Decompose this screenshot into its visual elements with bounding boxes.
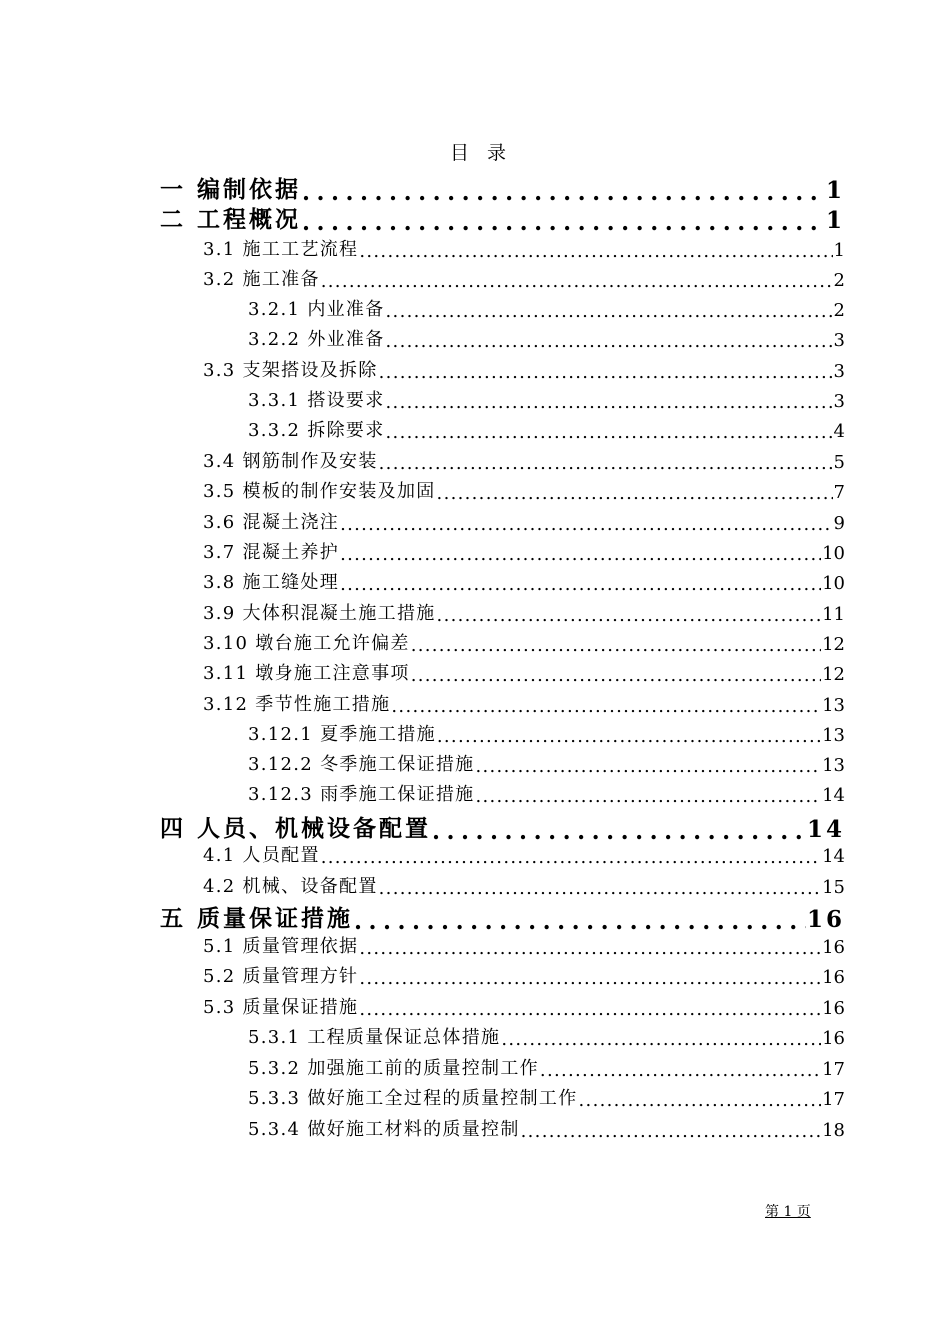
toc-entry-page-number: 3 xyxy=(833,391,845,412)
toc-entry[interactable] xyxy=(203,570,845,594)
toc-entry-label: 5.3.4 做好施工材料的质量控制 xyxy=(248,1119,520,1140)
toc-entry-label: 3.1 施工工艺流程 xyxy=(203,239,359,260)
toc-entry-page-number: 17 xyxy=(822,1059,845,1080)
toc-entry[interactable] xyxy=(203,843,845,867)
toc-entry-page-number: 14 xyxy=(822,846,845,867)
toc-entry-page-number: 13 xyxy=(822,755,845,776)
toc-entry-label: 3.2.2 外业准备 xyxy=(248,329,385,350)
toc-entry-page-number: 5 xyxy=(833,452,845,473)
toc-entry-label: 3.4 钢筋制作及安装 xyxy=(203,451,378,472)
toc-entry-page-number: 10 xyxy=(822,573,845,594)
toc-entry[interactable] xyxy=(203,540,845,564)
toc-dot-leader xyxy=(540,1062,821,1080)
toc-entry-page-number: 15 xyxy=(822,877,845,898)
toc-entry-label: 5.1 质量管理依据 xyxy=(203,936,359,957)
page-number-footer: 第 1 页 xyxy=(765,1204,811,1220)
toc-entry-page-number: 2 xyxy=(833,300,845,321)
toc-entry[interactable] xyxy=(248,327,845,351)
toc-entry[interactable] xyxy=(160,813,845,843)
toc-entry[interactable] xyxy=(160,903,845,933)
toc-dot-leader xyxy=(386,303,833,321)
toc-dot-leader xyxy=(432,820,806,843)
toc-dot-leader xyxy=(437,728,821,746)
toc-entry-label: 3.9 大体积混凝土施工措施 xyxy=(203,603,436,624)
toc-entry[interactable] xyxy=(203,874,845,898)
toc-entry-label: 3.2 施工准备 xyxy=(203,269,320,290)
toc-entry[interactable] xyxy=(248,782,845,806)
toc-entry[interactable] xyxy=(203,631,845,655)
toc-entry-label: 4.2 机械、设备配置 xyxy=(203,876,378,897)
toc-entry-page-number: 1 xyxy=(825,177,845,204)
toc-entry-page-number: 14 xyxy=(822,785,845,806)
toc-entry[interactable] xyxy=(203,964,845,988)
toc-dot-leader xyxy=(359,970,821,988)
toc-dot-leader xyxy=(302,211,825,234)
toc-entry[interactable] xyxy=(248,722,845,746)
toc-entry-label: 五 质量保证措施 xyxy=(160,905,354,932)
toc-entry[interactable] xyxy=(203,661,845,685)
toc-entry-label: 3.3 支架搭设及拆除 xyxy=(203,360,378,381)
toc-entry[interactable] xyxy=(203,267,845,291)
toc-entry-label: 3.10 墩台施工允许偏差 xyxy=(203,633,410,654)
toc-entry-label: 3.12.3 雨季施工保证措施 xyxy=(248,784,475,805)
toc-dot-leader xyxy=(340,516,832,534)
toc-dot-leader xyxy=(359,243,832,261)
toc-dot-leader xyxy=(340,546,821,564)
toc-entry[interactable] xyxy=(203,479,845,503)
toc-entry-page-number: 11 xyxy=(822,604,845,625)
toc-dot-leader xyxy=(340,576,821,594)
toc-entry-label: 5.3.1 工程质量保证总体措施 xyxy=(248,1027,501,1048)
toc-entry[interactable] xyxy=(248,1056,845,1080)
toc-entry-label: 5.3.2 加强施工前的质量控制工作 xyxy=(248,1058,539,1079)
toc-dot-leader xyxy=(501,1031,821,1049)
toc-entry[interactable] xyxy=(203,934,845,958)
toc-dot-leader xyxy=(411,667,821,685)
toc-entry-label: 3.5 模板的制作安装及加固 xyxy=(203,481,436,502)
toc-entry-page-number: 16 xyxy=(822,998,845,1019)
toc-dot-leader xyxy=(359,940,821,958)
toc-entry-page-number: 16 xyxy=(822,967,845,988)
toc-dot-leader xyxy=(302,181,825,204)
toc-entry-page-number: 3 xyxy=(833,361,845,382)
toc-entry[interactable] xyxy=(203,237,845,261)
toc-entry-label: 3.11 墩身施工注意事项 xyxy=(203,663,410,684)
toc-entry-label: 3.12.2 冬季施工保证措施 xyxy=(248,754,475,775)
toc-entry[interactable] xyxy=(248,1025,845,1049)
toc-entry-page-number: 12 xyxy=(822,664,845,685)
toc-entry-label: 3.8 施工缝处理 xyxy=(203,572,340,593)
toc-dot-leader xyxy=(354,910,806,933)
toc-entry-page-number: 17 xyxy=(822,1089,845,1110)
toc-entry-page-number: 3 xyxy=(833,330,845,351)
toc-entry-page-number: 1 xyxy=(833,240,845,261)
toc-dot-leader xyxy=(379,455,833,473)
toc-entry-page-number: 9 xyxy=(833,513,845,534)
toc-entry-label: 3.2.1 内业准备 xyxy=(248,299,385,320)
toc-entry-label: 5.3 质量保证措施 xyxy=(203,997,359,1018)
toc-entry[interactable] xyxy=(248,297,845,321)
toc-dot-leader xyxy=(359,1001,821,1019)
toc-entry-page-number: 2 xyxy=(833,270,845,291)
toc-entry-label: 二 工程概况 xyxy=(160,206,302,233)
toc-entry-label: 3.12.1 夏季施工措施 xyxy=(248,724,436,745)
toc-entry[interactable] xyxy=(203,601,845,625)
toc-entry[interactable] xyxy=(248,1117,845,1141)
toc-entry-label: 3.3.2 拆除要求 xyxy=(248,420,385,441)
toc-entry-page-number: 12 xyxy=(822,634,845,655)
toc-dot-leader xyxy=(379,880,821,898)
toc-entry-label: 四 人员、机械设备配置 xyxy=(160,815,432,842)
toc-dot-leader xyxy=(386,333,833,351)
toc-entry[interactable] xyxy=(160,174,845,204)
toc-entry-label: 3.12 季节性施工措施 xyxy=(203,694,391,715)
toc-entry[interactable] xyxy=(203,995,845,1019)
toc-dot-leader xyxy=(437,607,822,625)
toc-dot-leader xyxy=(321,849,821,867)
toc-entry-label: 4.1 人员配置 xyxy=(203,845,320,866)
toc-dot-leader xyxy=(321,273,833,291)
toc-dot-leader xyxy=(475,788,821,806)
toc-entry[interactable] xyxy=(248,388,845,412)
toc-entry-label: 5.2 质量管理方针 xyxy=(203,966,359,987)
toc-entry[interactable] xyxy=(248,1086,845,1110)
toc-entry-page-number: 1 xyxy=(825,207,845,234)
toc-entry-page-number: 18 xyxy=(822,1120,845,1141)
toc-entry-page-number: 4 xyxy=(833,421,845,442)
toc-entry[interactable] xyxy=(203,449,845,473)
toc-entry[interactable] xyxy=(248,752,845,776)
toc-entry-page-number: 16 xyxy=(822,937,845,958)
toc-entry-label: 3.7 混凝土养护 xyxy=(203,542,340,563)
toc-entry-label: 5.3.3 做好施工全过程的质量控制工作 xyxy=(248,1088,578,1109)
toc-entry-label: 3.3.1 搭设要求 xyxy=(248,390,385,411)
toc-entry-page-number: 13 xyxy=(822,695,845,716)
toc-dot-leader xyxy=(521,1123,821,1141)
toc-entry-page-number: 16 xyxy=(822,1028,845,1049)
toc-entry[interactable] xyxy=(203,692,845,716)
toc-title: 目 录 xyxy=(449,142,513,164)
toc-dot-leader xyxy=(391,698,821,716)
toc-entry[interactable] xyxy=(203,510,845,534)
toc-entry[interactable] xyxy=(160,204,845,234)
toc-entry-page-number: 13 xyxy=(822,725,845,746)
toc-dot-leader xyxy=(411,637,821,655)
toc-dot-leader xyxy=(437,485,833,503)
toc-dot-leader xyxy=(386,424,833,442)
toc-dot-leader xyxy=(579,1092,822,1110)
toc-dot-leader xyxy=(386,394,833,412)
toc-entry-page-number: 7 xyxy=(833,482,845,503)
toc-entry-page-number: 14 xyxy=(806,816,845,843)
toc-entry[interactable] xyxy=(203,358,845,382)
toc-entry-label: 3.6 混凝土浇注 xyxy=(203,512,340,533)
toc-dot-leader xyxy=(379,364,833,382)
toc-dot-leader xyxy=(475,758,821,776)
toc-entry[interactable] xyxy=(248,418,845,442)
toc-entry-page-number: 16 xyxy=(806,906,845,933)
toc-entry-page-number: 10 xyxy=(822,543,845,564)
toc-entry-label: 一 编制依据 xyxy=(160,176,302,203)
